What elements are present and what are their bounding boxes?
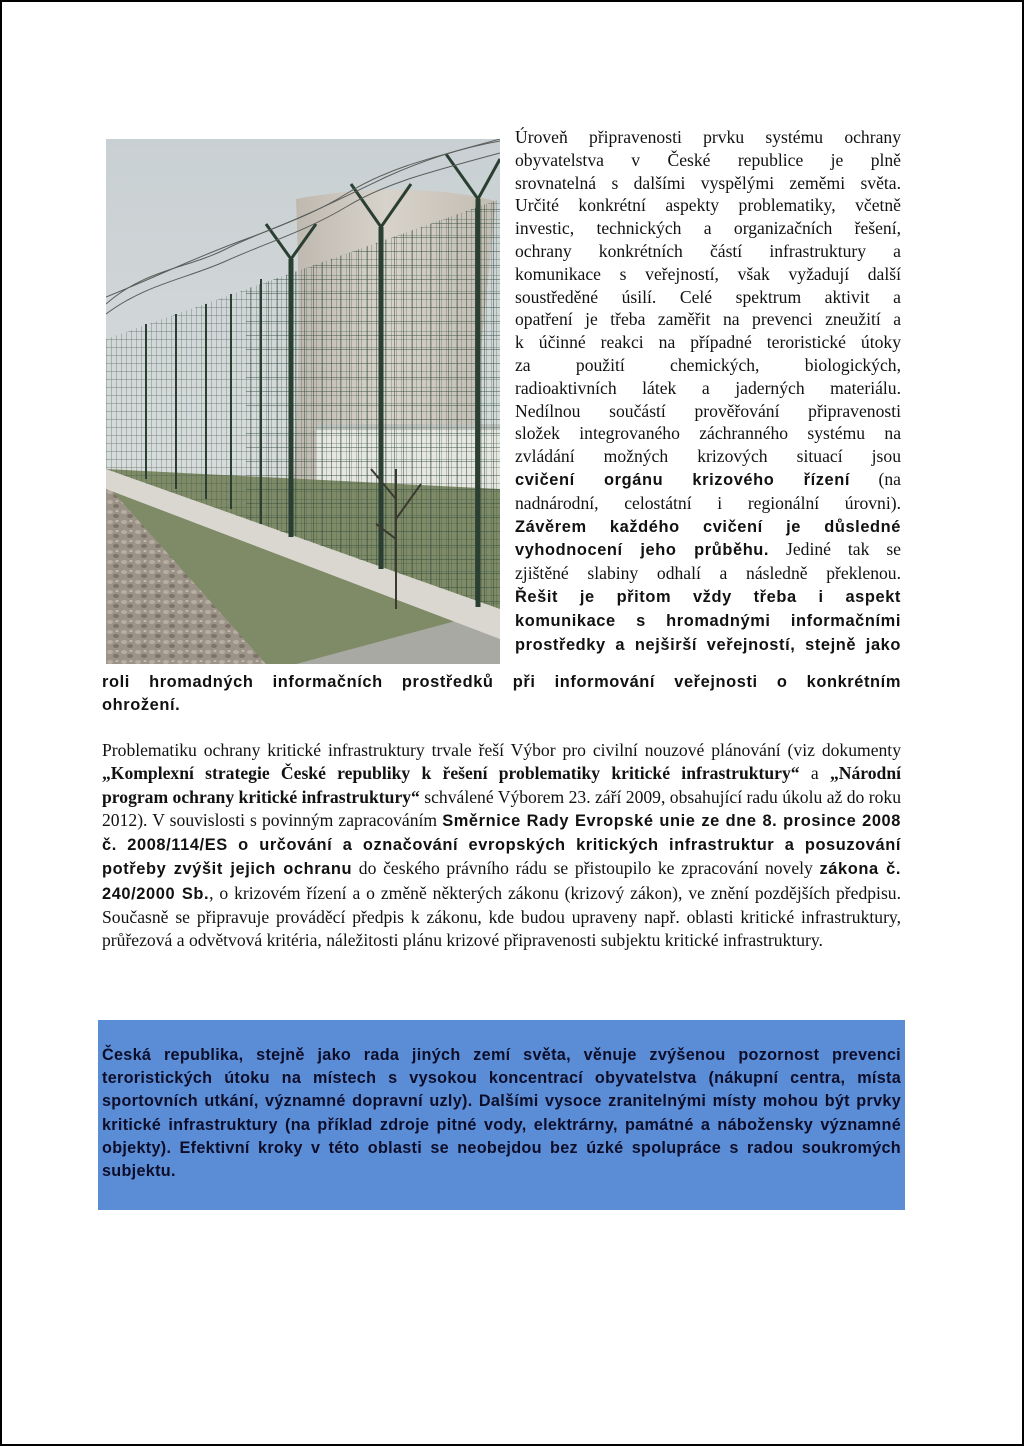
intro-line: Úroveň připravenosti prvku systému ochrany [515, 127, 901, 147]
intro-line: Nedílnou součástí prověřování připravenosti [515, 400, 901, 421]
intro-line: opatření je třeba zaměřit na prevenci zneužití a [515, 309, 901, 330]
intro-line: nadnárodní, celostátní i regionální úrovni). [515, 492, 901, 513]
infra-text: , o krizovém řízení a o změně některých zákonu (krizový zákon), ve znění pozdějších předpisu. Současně se připravuje prováděcí předpis k zákonu, kde budou upraveny např. oblasti kritické infrastruktury, průřezová a odvětvová kritéria, náležitosti plánu krizové připravenosti subjektu kritické infrastruktury. [102, 882, 901, 951]
intro-line: k účinné reakci na případné teroristické útoky [515, 332, 901, 353]
intro-line: radioaktivních látek a jaderných materiálu. [515, 377, 901, 398]
intro-column [515, 126, 901, 656]
intro-line: Určité konkrétní aspekty problematiky, včetně [515, 195, 901, 216]
intro-line: obyvatelstva v České republice je plně [515, 149, 901, 170]
law-reference: zákona č. 240/2000 Sb. [102, 860, 901, 903]
infra-text: do českého právního rádu se přistoupilo ke zpracování novely [352, 858, 820, 879]
intro-line-media-end [102, 693, 901, 717]
highlight-text: Česká republika, stejně jako rada jiných zemí světa, věnuje zvýšenou pozornost prevenci teroristických útoku na místech s vysokou koncentrací obyvatelstva (nákupní centra, místa sportovních utkání, významné dopravní uzly). Dalšími vysoce zranitelnými místy mohou být prvky kritické infrastruktury (na příklad zdroje pitné vody, elektrárny, památné a nábožensky významné objekty). Efektivní kroky v této oblasti se neobejdou bez úzké spolupráce s radou soukromých subjektu. [102, 1046, 901, 1181]
media-bold: Řešit je přitom vždy třeba i aspekt [515, 587, 901, 606]
infra-text: schválené Výborem 23. září 2009, obsahující radu úkolu až do roku 2012). V souvislosti s povinným zapracováním [102, 786, 901, 830]
intro-line: komunikace s veřejností, však vyžadují další [515, 263, 901, 284]
intro-line-media [515, 585, 901, 609]
intro-line-media-full [102, 670, 901, 694]
media-bold: ohrožení. [102, 696, 181, 714]
photo-illustration [106, 139, 500, 664]
exercise-bold: cvičení orgánu krizového řízení [515, 470, 851, 489]
intro-line-exercise [515, 468, 901, 492]
intro-line-eval [515, 515, 901, 539]
intro-line-media [515, 609, 901, 633]
intro-line: zjištěné slabiny odhalí a následně překlenou. [515, 563, 901, 584]
intro-line-eval [515, 538, 901, 562]
intro-line: složek integrovaného záchranného systému na [515, 423, 901, 444]
media-bold: roli hromadných informačních prostředků při informování veřejnosti o konkrétním [102, 673, 901, 691]
infra-text: Problematiku ochrany kritické infrastruktury trvale řeší Výbor pro civilní nouzové plánování (viz dokumenty [102, 740, 901, 760]
eval-bold: Závěrem každého cvičení je důsledné [515, 517, 901, 536]
intro-line: ochrany konkrétních částí infrastruktury a [515, 240, 901, 261]
directive-title: Směrnice Rady Evropské unie ze dne 8. prosince 2008 č. 2008/114/ES o určování a označování evropských kritických infrastruktur a posuzování potřeby zvýšit jejich ochranu [102, 811, 901, 879]
intro-line-media [515, 633, 901, 657]
strategy-title: „Komplexní strategie České republiky k řešení problematiky kritické infrastruktury“ [102, 763, 800, 784]
intro-line: za použití chemických, biologických, [515, 354, 901, 375]
fence-cooling-tower-photo [106, 139, 500, 664]
infra-text: a [799, 763, 830, 784]
infrastructure-paragraph [102, 739, 901, 953]
eval-bold: vyhodnocení jeho průběhu. [515, 541, 770, 560]
highlight-box [98, 1020, 905, 1210]
intro-line: zvládání možných krizových situací jsou [515, 446, 901, 467]
eval-tail: Jediné tak se [786, 539, 901, 560]
intro-line: soustředěné úsilí. Celé spektrum aktivit a [515, 286, 901, 307]
program-title: „Národní program ochrany kritické infrastruktury“ [102, 763, 902, 807]
exercise-tail: (na [878, 468, 901, 489]
media-bold: prostředky a nejširší veřejností, stejně jako [515, 635, 901, 654]
intro-line: investic, technických a organizačních řešení, [515, 218, 901, 239]
intro-line: srovnatelná s dalšími vyspělými zeměmi světa. [515, 172, 901, 193]
media-bold: komunikace s hromadnými informačními [515, 611, 901, 630]
